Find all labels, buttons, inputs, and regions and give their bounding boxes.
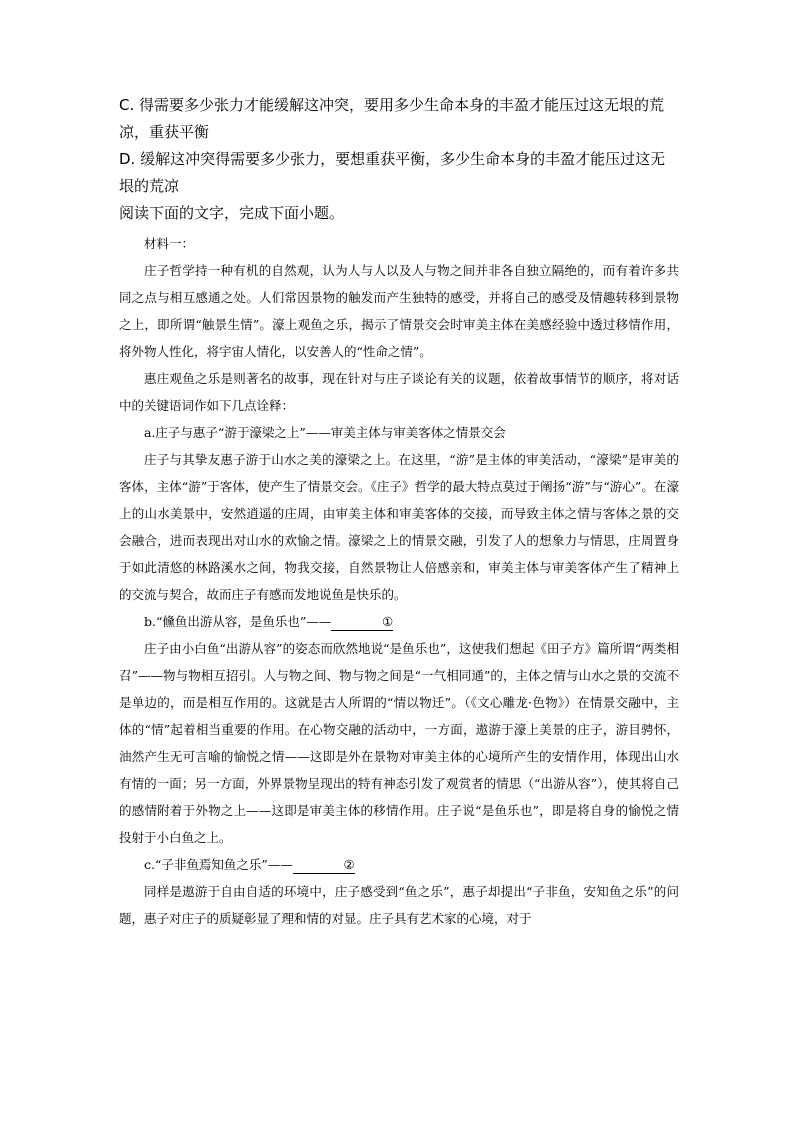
option-d: D. 缓解这冲突得需要多少张力，要想重获平衡，多少生命本身的丰盈才能压过这无垠的荒凉	[119, 150, 666, 195]
section-c-title-text: c.“子非鱼焉知鱼之乐”——	[144, 857, 293, 872]
section-b-title	[119, 608, 679, 635]
paragraph-1: 庄子哲学持一种有机的自然观，认为人与人以及人与物之间并非各自独立隔绝的，而有着许多共同之点与相互感通之处。人们常因景物的触发而产生独特的感受，并将自己的感受及情趣转移到景物之上，即所谓“触景生情”。濠上观鱼之乐，揭示了情景交会时审美主体在美感经验中透过移情作用，将外物人性化，将宇宙人情化，以安善人的“性命之情”。	[119, 263, 679, 359]
paragraph-2: 惠庄观鱼之乐是则著名的故事，现在针对与庄子谈论有关的议题，依着故事情节的顺序，将对话中的关键语词作如下几点诠释：	[119, 371, 679, 413]
section-a-body: 庄子与其挚友惠子游于山水之美的濠梁之上。在这里，“游”是主体的审美活动，“濠梁”是审美的客体，主体“游”于客体，使产生了情景交会。《庄子》哲学的最大特点莫过于阐扬“游”与“游心”。在濠上的山水美景中，安然逍遥的庄周，由审美主体和审美客体的交接，而导致主体之情与客体之景的交会融合，进而表现出对山水的欢愉之情。濠梁之上的情景交融，引发了人的想象力与情思，庄周置身于如此清悠的林路溪水之间，物我交接，自然景物让人倍感亲和，审美主体与审美客体产生了精神上的交流与契合，故而庄子有感而发地说鱼是快乐的。	[119, 452, 679, 602]
section-b-title-text: b.“儵鱼出游从容，是鱼乐也”——	[144, 614, 332, 629]
option-c: C. 得需要多少张力才能缓解这冲突，要用多少生命本身的丰盈才能压过这无垠的荒凉，重获平衡	[119, 96, 665, 141]
section-a-title: a.庄子与惠子“游于濠梁之上”——审美主体与审美客体之情景交会	[144, 425, 506, 440]
section-c-title	[119, 851, 679, 878]
section-c-body: 同样是遨游于自由自适的环境中，庄子感受到“鱼之乐”，惠子却提出“子非鱼，安知鱼之乐”的问题，惠子对庄子的质疑彰显了理和情的对显。庄子具有艺术家的心境，对于	[119, 884, 679, 926]
reading-instruction: 阅读下面的文字，完成下面小题。	[119, 204, 345, 222]
answer-blank-2: ②	[293, 857, 355, 874]
material-body	[119, 230, 679, 932]
section-b-body: 庄子由小白鱼“出游从容”的姿态而欣然地说“是鱼乐也”，这使我们想起《田子方》篇所谓“两类相召”——物与物相互招引。人与物之间、物与物之间是“一气相同通”的，主体之情与山水之景的交流不是单边的，而是相互作用的。这就是古人所谓的“情以物迁”。（《文心雕龙·色物》）在情景交融中，主体的“情”起着相当重要的作用。在心物交融的活动中，一方面，遨游于濠上美景的庄子，游目骋怀，油然产生无可言喻的愉悦之情——这即是外在景物对审美主体的心境所产生的安情作用，体现出山水有情的一面；另一方面，外界景物呈现出的特有神态引发了观赏者的情思（“出游从容”），使其将自己的感情附着于外物之上——这即是审美主体的移情作用。庄子说“是鱼乐也”，即是将自身的愉悦之情投射于小白鱼之上。	[119, 641, 679, 845]
material-heading: 材料一：	[144, 236, 195, 251]
answer-blank-1: ①	[331, 614, 393, 631]
